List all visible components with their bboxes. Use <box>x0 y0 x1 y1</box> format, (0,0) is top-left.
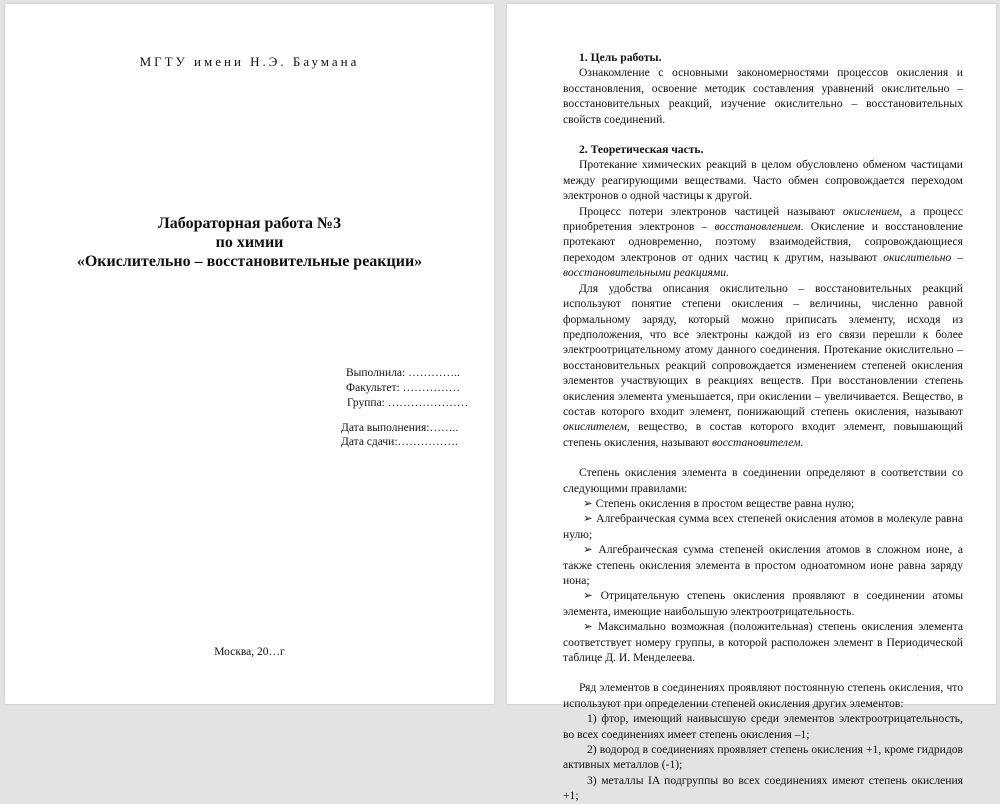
field-faculty: Факультет: …………… <box>346 382 461 394</box>
title-page <box>5 4 494 704</box>
field-date-submit: Дата сдачи:……………. <box>341 436 458 448</box>
university-name: МГТУ имени Н.Э. Баумана <box>139 54 360 69</box>
title-line: Лабораторная работа №3 <box>157 215 342 232</box>
bullet-icon: ➢ <box>583 543 593 557</box>
field-date-done: Дата выполнения:…….. <box>341 422 459 434</box>
list-item: 3) металлы IA подгруппы во всех соединениях имеют степень окисления +1; <box>563 773 963 803</box>
list-item: ➢ Алгебраическая сумма степеней окисления атомов в сложном ионе, а также степень окисления элемента в простом одноатомном ионе равна заряду иона; <box>563 543 963 587</box>
bullet-icon: ➢ <box>583 496 593 510</box>
paragraph: Ряд элементов в соединениях проявляют постоянную степень окисления, что используют при определении степеней окисления других элементов: <box>563 681 963 710</box>
paragraph: Ознакомление с основными закономерностями процессов окисления и восстановления, освоение методик составления уравнений окислительно – восстановительных реакций, изучение окислительно – восстановительных свойств соединений. <box>563 66 963 126</box>
section-heading: 2. Теоретическая часть. <box>579 143 704 157</box>
list-item: ➢ Отрицательную степень окисления проявляют в соединении атомы элемента, имеющие наибольшую электроотрицательность. <box>563 589 963 618</box>
paragraph: Для удобства описания окислительно – восстановительных реакций используют понятие степени окисления – величины, численно равной формальному заряду, который можно приписать элементу, исходя из предположения, что все электроны каждой из его связи перешли к более электроотрицательному атому данного соединения. Протекание окислительно – восстановительных реакций сопровождается изменением степеней окисления элементов участвующих в реакциях веществ. При восстановлении степень окисления элемента уменьшается, при окислении – увеличивается. Вещество, в состав которого входит элемент, понижающий степень окисления, называют окислителем, вещество, в состав которого входит элемент, повышающий степень окисления, называют восстановителем. <box>563 281 963 449</box>
list-item: ➢ Алгебраическая сумма всех степеней окисления атомов в молекуле равна нулю; <box>563 512 963 541</box>
list-item: 1) фтор, имеющий наивысшую среди элементов электроотрицательность, во всех соединениях имеет степень окисления –1; <box>563 712 963 741</box>
section-heading: 1. Цель работы. <box>579 51 662 64</box>
list-item: ➢ Степень окисления в простом веществе равна нулю; <box>583 496 855 510</box>
title-line: «Окислительно – восстановительные реакции» <box>76 253 423 270</box>
bullet-icon: ➢ <box>583 512 593 526</box>
city-year: Москва, 20…г <box>214 646 285 658</box>
paragraph: Степень окисления элемента в соединении определяют в соответствии со следующими правилами: <box>563 466 963 495</box>
field-author: Выполнила: ………….. <box>346 367 460 379</box>
page-body <box>563 50 963 804</box>
paragraph: Протекание химических реакций в целом обусловлено обменом частицами между реагирующими веществами. Часто обмен сопровождается переходом электронов о одной частицы к другой. <box>563 158 963 203</box>
paragraph: Процесс потери электронов частицей называют окислением, а процесс приобретения электронов – восстановлением. Окисление и восстановление протекают одновременно, поэтому взаимодействия, сопровождающиеся переходом электронов от одних частиц к другим, называют окислительно – восстановительными реакциями. <box>563 204 964 280</box>
content-page <box>507 4 996 803</box>
title-line: по химии <box>215 234 284 251</box>
list-item: ➢ Максимально возможная (положительная) степень окисления элемента соответствует номеру группы, в которой расположен элемент в Периодической таблице Д. И. Менделеева. <box>563 620 963 665</box>
field-group: Группа: ………………… <box>347 397 469 409</box>
bullet-icon: ➢ <box>583 589 593 603</box>
bullet-icon: ➢ <box>583 620 593 634</box>
document-title <box>5 214 494 271</box>
list-item: 2) водород в соединениях проявляет степень окисления +1, кроме гидридов активных металлов (-1); <box>563 743 963 772</box>
